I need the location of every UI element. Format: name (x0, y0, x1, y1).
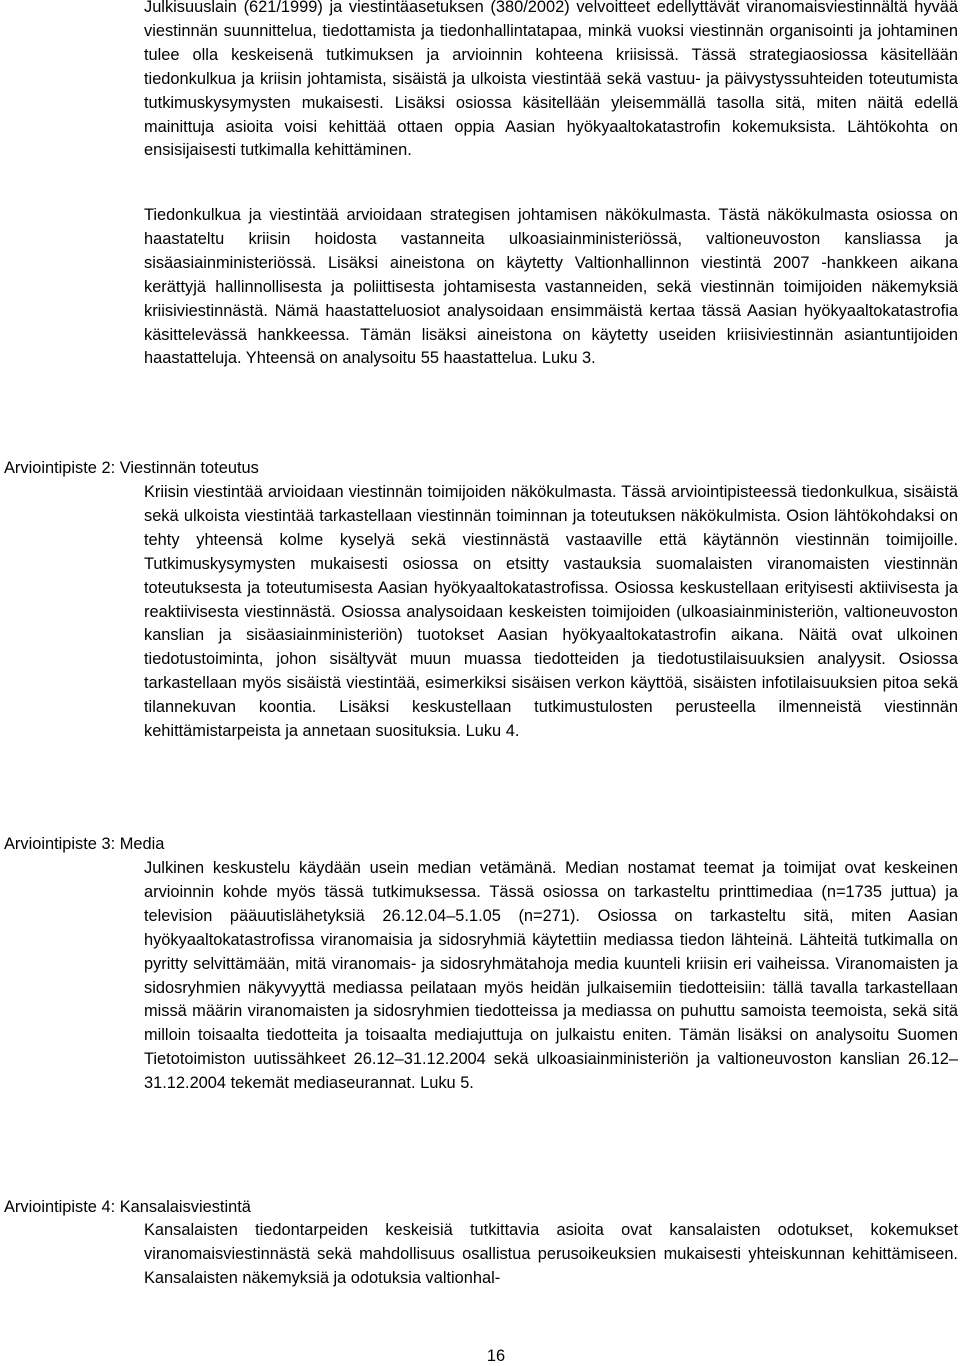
section-heading-media: Arviointipiste 3: Media (4, 835, 165, 853)
section-heading-viestinnan-toteutus: Arviointipiste 2: Viestinnän toteutus (4, 459, 259, 477)
section-body-media: Julkinen keskustelu käydään usein median vetämänä. Median nostamat teemat ja toimijat ovat keskeinen arvioinnin kohde myös tässä tutkimuksessa. Tässä osiossa on tarkasteltu printtimediaa (n=1735 juttua) ja television pääuutislähetyksiä 26.12.04–5.1.05 (n=271). Osiossa on tarkasteltu sitä, miten Aasian hyökyaaltokatastrofissa viranomaisia ja sidosryhmiä käytettiin mediassa tiedon lähteinä. Lähteitä tutkimalla on pyritty selvittämään, mitä viranomais- ja sidosryhmätahoja media kuunteli kriisin eri vaiheissa. Viranomaisten ja sidosryhmien näkyvyyttä mediassa peilataan myös heidän julkaisemiin tiedotteisiin: tällä tavalla tarkastellaan missä määrin viranomaisten ja sidosryhmien tiedotteissa ja mediassa on puhuttu samoista teemoista, sekä sitä milloin toisaalta tiedotteita ja toisaalta mediajuttuja on julkaistu eniten. Tämän lisäksi on analysoitu Suomen Tietotoimiston uutissähkeet 26.12–31.12.2004 sekä ulkoasiainministeriön ja valtioneuvoston kanslian 26.12–31.12.2004 tekemät mediaseurannat. Luku 5. (144, 859, 958, 1093)
section-heading-kansalaisviestinta: Arviointipiste 4: Kansalaisviestintä (4, 1198, 251, 1216)
intro-paragraph-2: Tiedonkulkua ja viestintää arvioidaan strategisen johtamisen näkökulmasta. Tästä näkökulmasta osiossa on haastateltu kriisin hoidosta vastanneita ulkoasiainministeriössä, valtioneuvoston kansliassa ja sisäasiainministeriössä. Lisäksi aineistona on käytetty Valtionhallinnon viestintä 2007 -hankkeen aikana kerättyjä hallinnollisesta ja poliittisesta johtamisesta vastanneiden, sekä viestinnän toimijoiden näkemyksiä kriisiviestinnästä. Nämä haastatteluosiot analysoidaan ensimmäistä kertaa tässä Aasian hyökyaaltokatastrofia käsittelevässä hankkeessa. Tämän lisäksi aineistona on käytetty useiden kriisiviestinnän asiantuntijoiden haastatteluja. Yhteensä on analysoitu 55 haastattelua. Luku 3. (144, 206, 958, 368)
page-number: 16 (486, 1347, 506, 1365)
section-body-kansalaisviestinta: Kansalaisten tiedontarpeiden keskeisiä tutkittavia asioita ovat kansalaisten odotukset, kokemukset viranomaisviestinnästä sekä mahdollisuus osallistua perusoikeuksien mukaisesti yhteiskunnan kehittämiseen. Kansalaisten näkemyksiä ja odotuksia valtionhal- (144, 1221, 958, 1287)
section-body-viestinnan-toteutus: Kriisin viestintää arvioidaan viestinnän toimijoiden näkökulmasta. Tässä arviointipisteessä tiedonkulkua, sisäistä sekä ulkoista viestintää tarkastellaan viestinnän toiminnan ja toteutuksen näkökulmista. Osion lähtökohdaksi on tehty yhteensä kolme kyselyä sekä viestinnästä vastaaville että käytännön viestinnän toimijoille. Tutkimuskysymysten mukaisesti osiossa on etsitty vastauksia suomalaisten viranomaisten viestinnän toteutuksesta ja toteutumisesta Aasian hyökyaaltokatastrofissa. Osiossa keskustellaan erityisesti aktiivisesta ja reaktiivisesta viestinnästä. Osiossa analysoidaan keskeisten toimijoiden (ulkoasiainministeriön, valtioneuvoston kanslian ja sisäasiainministeriön) tuotokset Aasian hyökyaaltokatastrofin aikana. Näitä ovat ulkoinen tiedotustoiminta, johon sisältyvät muun muassa tiedotteiden ja tiedotustilaisuuksien analyysit. Osiossa tarkastellaan myös sisäistä viestintää, esimerkiksi sisäisen verkon käyttöä, sisäisten infotilaisuuksien pitoa sekä tilannekuvan koontia. Lisäksi keskustellaan tutkimustulosten perusteella ilmenneistä viestinnän kehittämistarpeista ja annetaan suosituksia. Luku 4. (144, 483, 958, 741)
intro-paragraph-1: Julkisuuslain (621/1999) ja viestintäasetuksen (380/2002) velvoitteet edellyttävät viranomaisviestinnältä hyvää viestinnän suunnittelua, tiedottamista ja tiedonhallintatapaa, minkä vuoksi viestinnän organisointi ja johtaminen tulee olla keskeisenä tutkimuksen ja arvioinnin kohteena kriisissä. Tässä strategiaosiossa käsitellään tiedonkulkua ja kriisin johtamista, sisäistä ja ulkoista viestintää sekä vastuu- ja päivystyssuhteiden toteutumista tutkimuskysymysten mukaisesti. Lisäksi osiossa käsitellään yleisemmällä tasolla sitä, miten näitä edellä mainittuja asioita voisi kehittää ottaen oppia Aasian hyökyaaltokatastrofin kokemuksista. Lähtökohta on ensisijaisesti tutkimalla kehittäminen. (144, 0, 958, 160)
